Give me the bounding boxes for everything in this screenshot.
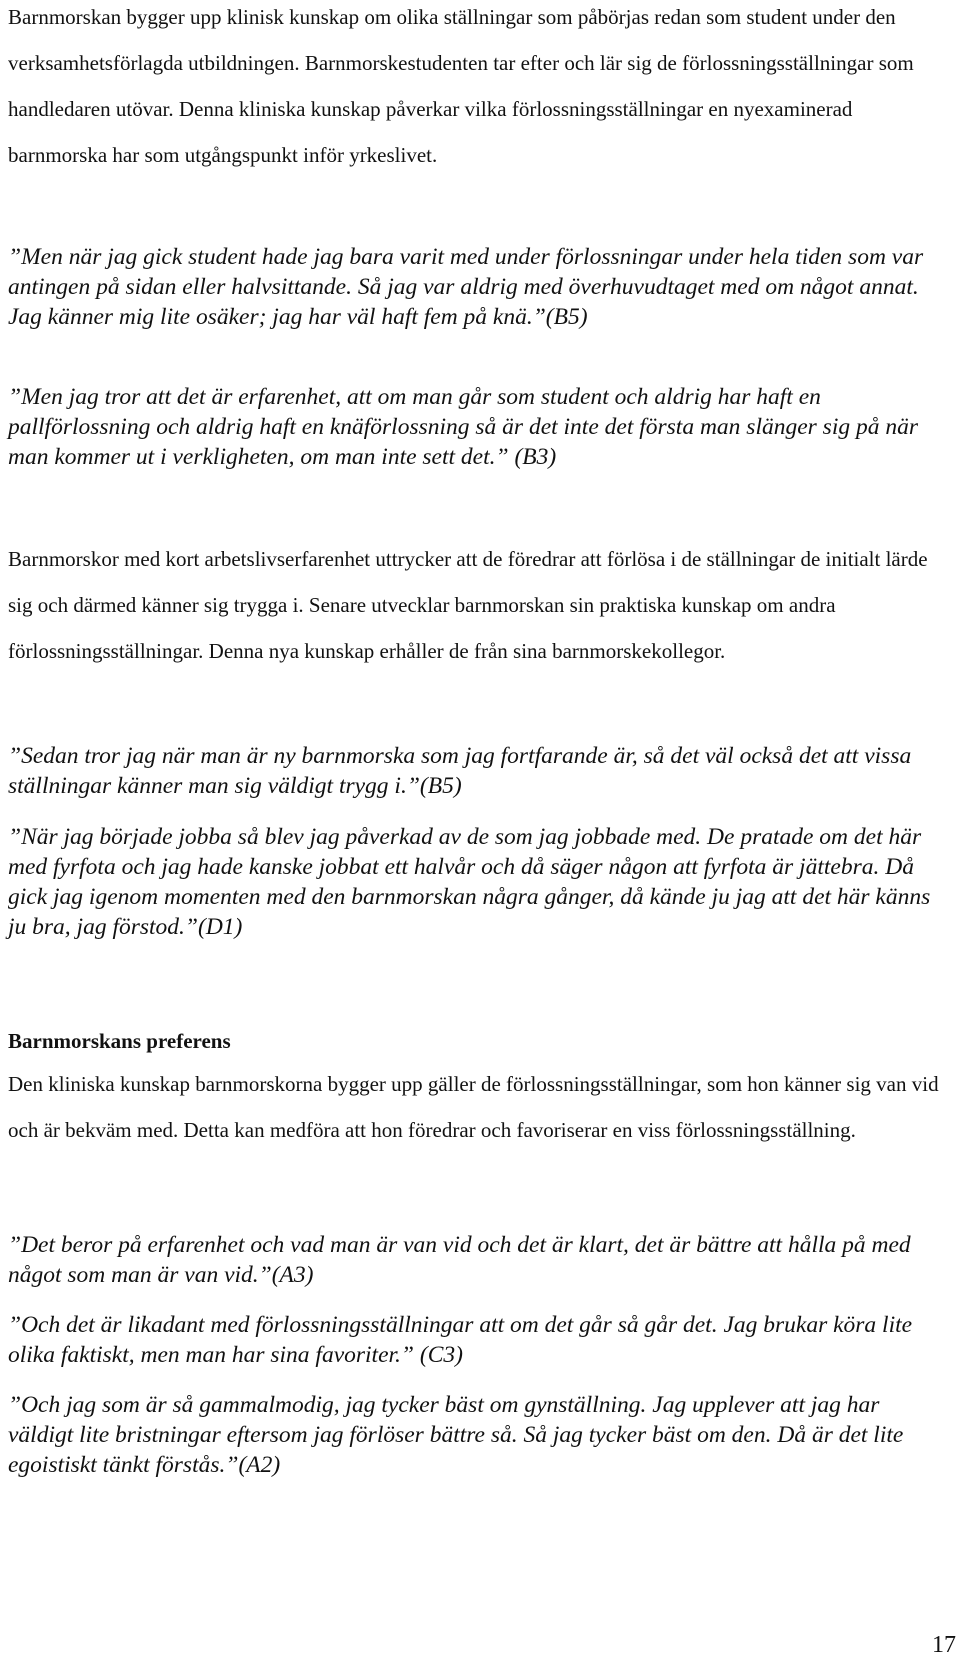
interview-quote-a2-gyn-position: ”Och jag som är så gammalmodig, jag tycker bäst om gynställning. Jag upplever att jag har väldigt lite bristningar eftersom jag förlöser bättre så. Så jag tycker bäst om den. Då är det lite egoistiskt tänkt förstås.”(A2) <box>8 1392 904 1478</box>
body-paragraph-clinical-knowledge: Barnmorskan bygger upp klinisk kunskap om olika ställningar som påbörjas redan som student under den verksamhetsförlagda utbildningen. Barnmorskestudenten tar efter och lär sig de förlossningsställningar som handledaren utövar. Denna kliniska kunskap påverkar vilka förlossningsställningar en nyexaminerad barnmorska har som utgångspunkt inför yrkeslivet. <box>8 5 914 167</box>
page-number: 17 <box>932 1632 956 1658</box>
interview-quote-b5-new-midwife: ”Sedan tror jag när man är ny barnmorska som jag fortfarande är, så det väl också det att vissa ställningar känner man sig väldigt trygg i.”(B5) <box>8 743 912 799</box>
body-paragraph-preference: Den kliniska kunskap barnmorskorna bygger upp gäller de förlossningsställningar, som hon känner sig van vid och är bekväm med. Detta kan medföra att hon föredrar och favoriserar en viss förlossningsställning. <box>8 1072 939 1142</box>
interview-quote-b3-experience: ”Men jag tror att det är erfarenhet, att om man går som student och aldrig har haft en pallförlossning och aldrig haft en knäförlossning så är det inte det första man slänger sig på när man kommer ut i verkligheten, om man inte sett det.” (B3) <box>8 384 918 470</box>
body-paragraph-short-experience: Barnmorskor med kort arbetslivserfarenhet uttrycker att de föredrar att förlösa i de ställningar de initialt lärde sig och därmed känner sig trygga i. Senare utvecklar barnmorskan sin praktiska kunskap om andra förlossningsställningar. Denna nya kunskap erhåller de från sina barnmorskekollegor. <box>8 547 928 663</box>
section-heading: Barnmorskans preferens <box>8 1029 231 1053</box>
interview-quote-d1-colleagues: ”När jag började jobba så blev jag påverkad av de som jag jobbade med. De pratade om det här med fyrfota och jag hade kanske jobbat ett halvår och då säger någon att fyrfota är jättebra. Då gick jag igenom momenten med den barnmorskan några gånger, då kände ju jag att det här känns ju bra, jag förstod.”(D1) <box>8 824 931 940</box>
interview-quote-c3-favorites: ”Och det är likadant med förlossningsställningar att om det går så går det. Jag brukar köra lite olika faktiskt, men man har sina favoriter.” (C3) <box>8 1312 913 1368</box>
interview-quote-a3-habit: ”Det beror på erfarenhet och vad man är van vid och det är klart, det är bättre att hålla på med något som man är van vid.”(A3) <box>8 1232 911 1288</box>
interview-quote-b5-student: ”Men när jag gick student hade jag bara varit med under förlossningar under hela tiden som var antingen på sidan eller halvsittande. Så jag var aldrig med överhuvudtaget med om något annat. Jag känner mig lite osäker; jag har väl haft fem på knä.”(B5) <box>8 244 924 330</box>
